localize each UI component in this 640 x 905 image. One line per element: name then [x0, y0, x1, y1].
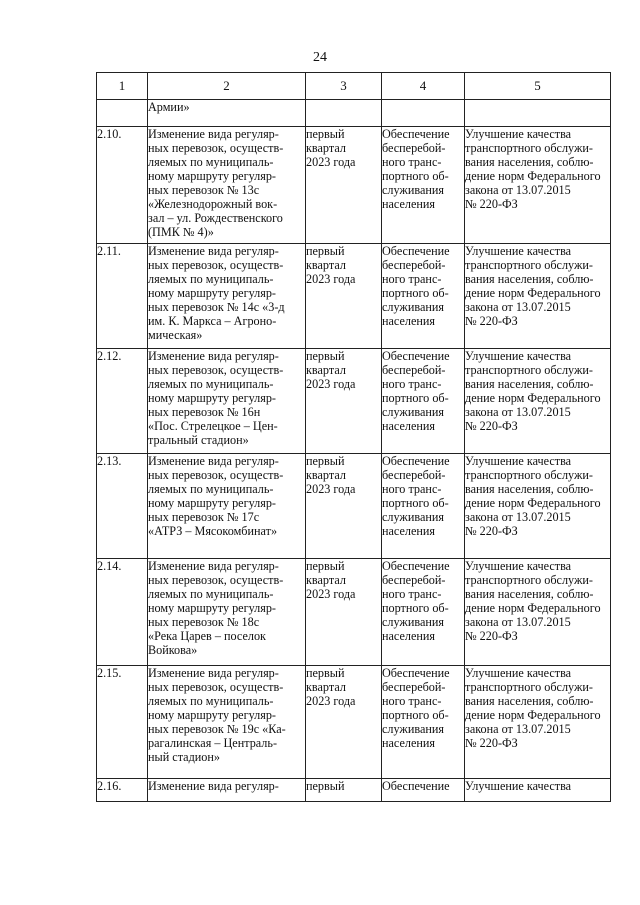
cell-id: 2.16. [97, 779, 148, 802]
table-row [97, 779, 611, 802]
cell-goal [382, 100, 465, 127]
cell-id: 2.10. [97, 127, 148, 244]
header-col-3: 3 [306, 73, 382, 100]
table-header-row [97, 73, 611, 100]
cell-measure: Изменение вида регуляр- [148, 779, 306, 802]
cell-result: Улучшение качества транспортного обслужи- вания населения, соблю- дение норм Федерального закона от 13.07.2015 № 220-ФЗ [465, 666, 611, 779]
cell-measure: Изменение вида регуляр- ных перевозок, осуществ- ляемых по муниципаль- ному маршруту регуляр- ных перевозок № 18с «Река Царев – поселок Войкова» [148, 559, 306, 666]
table-row [97, 349, 611, 454]
cell-period: первый квартал 2023 года [306, 127, 382, 244]
cell-period: первый квартал 2023 года [306, 349, 382, 454]
header-col-1: 1 [97, 73, 148, 100]
cell-measure: Изменение вида регуляр- ных перевозок, осуществ- ляемых по муниципаль- ному маршруту регуляр- ных перевозок № 17с «АТРЗ – Мясокомбинат» [148, 454, 306, 559]
header-col-5: 5 [465, 73, 611, 100]
cell-id: 2.12. [97, 349, 148, 454]
cell-result: Улучшение качества [465, 779, 611, 802]
cell-result [465, 100, 611, 127]
cell-period: первый квартал 2023 года [306, 666, 382, 779]
cell-id: 2.15. [97, 666, 148, 779]
cell-id [97, 100, 148, 127]
cell-result: Улучшение качества транспортного обслужи- вания населения, соблю- дение норм Федерального закона от 13.07.2015 № 220-ФЗ [465, 244, 611, 349]
cell-goal: Обеспечение бесперебой- ного транс- портного об- служивания населения [382, 559, 465, 666]
header-col-2: 2 [148, 73, 306, 100]
cell-period: первый [306, 779, 382, 802]
cell-goal: Обеспечение бесперебой- ного транс- портного об- служивания населения [382, 454, 465, 559]
cell-result: Улучшение качества транспортного обслужи- вания населения, соблю- дение норм Федерального закона от 13.07.2015 № 220-ФЗ [465, 559, 611, 666]
cell-period: первый квартал 2023 года [306, 454, 382, 559]
table-row [97, 666, 611, 779]
cell-period: первый квартал 2023 года [306, 559, 382, 666]
table-row [97, 559, 611, 666]
cell-measure: Изменение вида регуляр- ных перевозок, осуществ- ляемых по муниципаль- ному маршруту регуляр- ных перевозок № 16н «Пос. Стрелецкое – Цен- тральный стадион» [148, 349, 306, 454]
cell-measure: Армии» [148, 100, 306, 127]
cell-goal: Обеспечение бесперебой- ного транс- портного об- служивания населения [382, 127, 465, 244]
cell-goal: Обеспечение бесперебой- ного транс- портного об- служивания населения [382, 666, 465, 779]
cell-result: Улучшение качества транспортного обслужи- вания населения, соблю- дение норм Федерального закона от 13.07.2015 № 220-ФЗ [465, 349, 611, 454]
cell-id: 2.13. [97, 454, 148, 559]
cell-goal: Обеспечение бесперебой- ного транс- портного об- служивания населения [382, 244, 465, 349]
cell-goal: Обеспечение бесперебой- ного транс- портного об- служивания населения [382, 349, 465, 454]
measures-table [96, 72, 611, 802]
cell-period [306, 100, 382, 127]
header-col-4: 4 [382, 73, 465, 100]
table-body [97, 100, 611, 802]
table-row [97, 454, 611, 559]
page-number: 24 [313, 50, 327, 65]
cell-measure: Изменение вида регуляр- ных перевозок, осуществ- ляемых по муниципаль- ному маршруту регуляр- ных перевозок № 14с «3-д им. К. Маркса – Агроно- мическая» [148, 244, 306, 349]
cell-result: Улучшение качества транспортного обслужи- вания населения, соблю- дение норм Федерального закона от 13.07.2015 № 220-ФЗ [465, 454, 611, 559]
cell-goal: Обеспечение [382, 779, 465, 802]
cell-measure: Изменение вида регуляр- ных перевозок, осуществ- ляемых по муниципаль- ному маршруту регуляр- ных перевозок № 19с «Ка- рагалинская – Централь- ный стадион» [148, 666, 306, 779]
cell-id: 2.14. [97, 559, 148, 666]
cell-period: первый квартал 2023 года [306, 244, 382, 349]
table-row [97, 244, 611, 349]
cell-id: 2.11. [97, 244, 148, 349]
cell-measure: Изменение вида регуляр- ных перевозок, осуществ- ляемых по муниципаль- ному маршруту регуляр- ных перевозок № 13с «Железнодорожный вок- зал – ул. Рождественского (ПМК № 4)» [148, 127, 306, 244]
cell-result: Улучшение качества транспортного обслужи- вания населения, соблю- дение норм Федерального закона от 13.07.2015 № 220-ФЗ [465, 127, 611, 244]
table-row [97, 127, 611, 244]
table-row-continuation [97, 100, 611, 127]
